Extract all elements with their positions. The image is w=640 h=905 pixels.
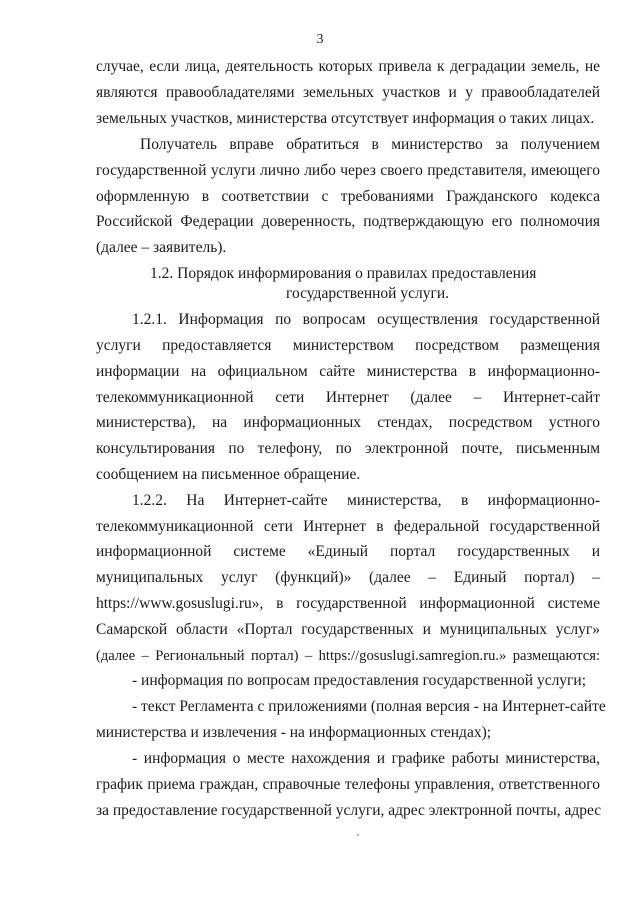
- text-line: министерства), на информационных стендах, посредством устного: [96, 414, 600, 431]
- text-line: консультирования по телефону, по электронной почте, письменным: [96, 440, 600, 457]
- text-line: сообщением на письменное обращение.: [96, 466, 361, 483]
- text-line: Получатель вправе обратиться в министерство за получением: [140, 136, 600, 153]
- text-line: Российской Федерации доверенность, подтверждающую его полномочия: [96, 213, 600, 230]
- text-line: телекоммуникационной сети Интернет (далее – Интернет-сайт: [96, 389, 600, 406]
- text-line: график приема граждан, справочные телефоны управления, ответственного: [96, 776, 600, 793]
- list-item: - информация по вопросам предоставления государственной услуги;: [132, 672, 587, 689]
- list-item: - информация о месте нахождения и графике работы министерства,: [132, 750, 600, 767]
- text-line: телекоммуникационной сети Интернет в федеральной государственной: [96, 518, 600, 535]
- scan-speck: [357, 834, 359, 836]
- text-line: Самарской области «Портал государственных и муниципальных услуг»: [96, 621, 600, 638]
- text-line: информации на официальном сайте министерства в информационно-: [96, 363, 600, 380]
- text-line: (далее – Региональный портал) – https://gosuslugi.samregion.ru.» размещаются:: [96, 648, 600, 664]
- text-line: министерства и извлечения - на информационных стендах);: [96, 724, 492, 741]
- text-line: 1.2.1. Информация по вопросам осуществления государственной: [132, 311, 600, 328]
- section-heading: государственной услуги.: [286, 285, 449, 302]
- section-heading: 1.2. Порядок информирования о правилах предоставления: [150, 265, 537, 282]
- text-line: за предоставление государственной услуги, адрес электронной почты, адрес: [96, 802, 602, 819]
- text-line: оформленную в соответствии с требованиями Гражданского кодекса: [96, 188, 600, 205]
- list-item: - текст Регламента с приложениями (полная версия - на Интернет-сайте: [132, 698, 606, 715]
- text-line: https://www.gosuslugi.ru», в государственной информационной системе: [96, 595, 600, 612]
- text-line: информационной системе «Единый портал государственных и: [96, 543, 600, 560]
- text-line: 1.2.2. На Интернет-сайте министерства, в информационно-: [132, 492, 600, 509]
- text-line: являются правообладателями земельных участков и у правообладателей: [96, 84, 600, 101]
- text-line: государственной услуги лично либо через своего представителя, имеющего: [96, 162, 600, 179]
- page-number: 3: [316, 32, 324, 47]
- text-line: земельных участков, министерства отсутствует информация о таких лицах.: [96, 110, 595, 127]
- text-line: (далее – заявитель).: [96, 239, 227, 256]
- text-line: услуги предоставляется министерством посредством размещения: [96, 337, 600, 354]
- text-line: муниципальных услуг (функций)» (далее – Единый портал) –: [96, 569, 600, 586]
- text-line: случае, если лица, деятельность которых привела к деградации земель, не: [96, 58, 600, 75]
